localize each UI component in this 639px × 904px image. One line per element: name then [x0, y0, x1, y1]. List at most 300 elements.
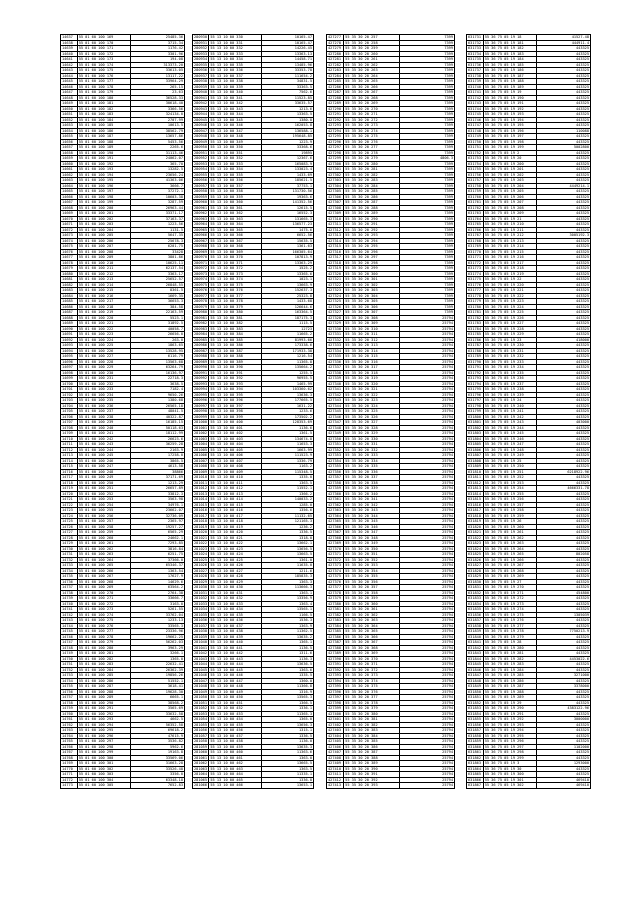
row-id-cell: 427371	[327, 552, 344, 558]
amount-cell: 443325	[537, 403, 590, 409]
amount-cell: 19628.30	[131, 689, 184, 695]
row-id-cell: 14641	[61, 57, 77, 63]
amount-cell: 4662.5	[131, 717, 184, 723]
row-id-cell: 14741	[61, 607, 77, 613]
code-cell: 55 13 10 00 435	[209, 612, 261, 618]
amount-cell: 7399	[399, 40, 454, 46]
amount-cell: 25794	[399, 750, 454, 756]
row-id-cell: 280960	[194, 200, 207, 204]
amount-cell: 65346.37	[131, 563, 184, 569]
row-id-cell: 631753	[467, 156, 483, 162]
amount-cell: 23.63	[131, 90, 184, 96]
code-cell: 55 36 75 05 19 232	[483, 354, 537, 360]
amount-cell: 443325	[537, 387, 590, 393]
row-id-cell: 427326	[327, 304, 344, 310]
code-cell: 55 01 60 100 266	[77, 568, 131, 574]
amount-cell: 443325	[537, 662, 590, 668]
row-id-cell: 631762	[467, 205, 483, 211]
row-id-cell: 280939	[194, 84, 207, 89]
row-id-cell: 281058	[194, 739, 207, 743]
row-id-cell: 280964	[194, 222, 207, 226]
row-id-cell: 427400	[327, 711, 344, 717]
amount-cell: 62137.54	[131, 266, 184, 272]
code-cell: 55 01 60 100 230	[77, 370, 131, 376]
row-id-cell: 14669	[61, 211, 77, 217]
row-id-cell: 631833	[467, 596, 483, 602]
row-id-cell: 14744	[61, 623, 77, 629]
amount-cell: 25794	[399, 711, 454, 717]
code-cell: 55 01 60 100 225	[77, 343, 131, 349]
row-id-cell: 427284	[327, 73, 344, 79]
amount-cell: 7399	[399, 299, 454, 305]
code-cell: 55 35 30 20 379	[344, 706, 399, 712]
code-cell: 55 01 60 100 220	[77, 315, 131, 321]
code-cell: 55 01 60 100 211	[77, 266, 131, 272]
row-id-cell: 14713	[61, 453, 77, 459]
code-cell: 55 36 75 05 19 215	[483, 249, 537, 255]
code-cell: 55 35 30 20 389	[344, 761, 399, 767]
code-cell: 55 13 10 00 332	[209, 46, 261, 52]
amount-cell: 25794	[399, 755, 454, 761]
code-cell: 55 13 10 00 395	[209, 392, 261, 398]
code-cell: 55 35 30 20 391	[344, 772, 399, 778]
row-id-cell: 427285	[327, 79, 344, 85]
amount-cell: 7399	[399, 304, 454, 310]
row-id-cell: 14720	[61, 491, 77, 497]
code-cell: 55 35 30 20 267	[344, 90, 399, 96]
amount-cell: 25794	[399, 420, 454, 426]
table-row	[193, 783, 313, 788]
code-cell: 55 01 60 100 233	[77, 387, 131, 393]
row-id-cell: 280993	[194, 381, 207, 386]
code-cell: 55 36 75 05 19 190	[483, 95, 537, 101]
code-cell: 55 13 10 00 334	[209, 57, 261, 63]
code-cell: 55 36 75 05 19 243	[483, 420, 537, 426]
code-cell: 55 36 75 05 19 276	[483, 618, 537, 624]
row-id-cell: 631836	[467, 612, 483, 618]
amount-cell: 25794	[399, 574, 454, 580]
code-cell: 55 01 60 100 257	[77, 519, 131, 525]
amount-cell: 3563.98	[131, 497, 184, 503]
code-cell: 55 13 10 00 364	[209, 222, 261, 228]
table-row	[61, 783, 184, 788]
code-cell: 55 35 30 20 335	[344, 464, 399, 470]
row-id-cell: 14750	[61, 656, 77, 662]
row-id-cell: 427335	[327, 354, 344, 360]
row-id-cell: 631787	[467, 343, 483, 349]
code-cell: 55 35 30 20 334	[344, 458, 399, 464]
code-cell: 55 13 10 00 430	[209, 585, 261, 591]
code-cell: 55 35 30 20 299	[344, 266, 399, 272]
amount-cell: 1102000	[537, 744, 590, 750]
amount-cell: 1315.1	[261, 728, 313, 734]
code-cell: 55 01 60 100 299	[77, 750, 131, 756]
amount-cell: 1475.6	[261, 227, 313, 233]
code-cell: 55 01 60 100 301	[77, 761, 131, 767]
row-id-cell: 280953	[194, 161, 207, 166]
code-cell: 55 01 60 100 215	[77, 288, 131, 294]
amount-cell: 25794	[399, 678, 454, 684]
row-id-cell: 14710	[61, 436, 77, 442]
row-id-cell: 631747	[467, 123, 483, 129]
amount-cell: 443325	[537, 381, 590, 387]
amount-cell: 173338.6	[261, 343, 313, 349]
code-cell: 55 35 30 20 309	[344, 321, 399, 327]
amount-cell: 26963.44	[131, 205, 184, 211]
amount-cell: 13282.5	[131, 167, 184, 173]
code-cell: 55 36 75 05 19 234	[483, 365, 537, 371]
code-cell: 55 01 60 100 297	[77, 739, 131, 745]
row-id-cell: 631801	[467, 420, 483, 426]
code-cell: 55 35 30 20 295	[344, 244, 399, 250]
row-id-cell: 281027	[194, 568, 207, 573]
code-cell: 55 13 10 00 388	[209, 354, 261, 360]
code-cell: 55 36 75 05 19 228	[483, 326, 537, 332]
amount-cell: 25794	[399, 464, 454, 470]
amount-cell: 443325	[537, 711, 590, 717]
row-id-cell: 280994	[194, 387, 207, 391]
amount-cell: 25794	[399, 530, 454, 536]
row-id-cell: 14725	[61, 519, 77, 525]
amount-cell: 7399	[399, 266, 454, 272]
code-cell: 55 35 30 20 363	[344, 618, 399, 624]
row-id-cell: 14661	[61, 167, 77, 173]
amount-cell: 7399	[399, 288, 454, 294]
code-cell: 55 35 30 20 265	[344, 79, 399, 85]
amount-cell: 443325	[537, 348, 590, 354]
row-id-cell: 281005	[194, 447, 207, 452]
code-cell: 55 13 10 00 353	[209, 161, 261, 167]
row-id-cell: 14666	[61, 194, 77, 200]
row-id-cell: 14675	[61, 244, 77, 250]
code-cell: 55 13 10 00 377	[209, 293, 261, 299]
row-id-cell: 281019	[194, 524, 207, 529]
code-cell: 55 01 60 100 183	[77, 112, 131, 118]
code-cell: 55 36 75 05 19 259	[483, 513, 537, 519]
code-cell: 55 36 75 05 19 224	[483, 304, 537, 310]
row-id-cell: 631845	[467, 662, 483, 668]
code-cell: 55 36 75 05 19 285	[483, 673, 537, 679]
row-id-cell: 14757	[61, 695, 77, 701]
row-id-cell: 631791	[467, 365, 483, 371]
amount-cell: 3378000	[537, 684, 590, 690]
code-cell: 55 35 30 20 296	[344, 249, 399, 255]
row-id-cell: 631790	[467, 359, 483, 365]
amount-cell: 131665.3	[261, 216, 313, 222]
code-cell: 55 13 10 00 417	[209, 513, 261, 519]
row-id-cell: 631864	[467, 766, 483, 772]
amount-cell: 7399	[399, 167, 454, 173]
amount-cell: 25794	[399, 733, 454, 739]
row-id-cell: 14657	[61, 145, 77, 151]
amount-cell: 443325	[537, 447, 590, 453]
amount-cell: 1363.5	[261, 766, 313, 772]
code-cell: 55 13 10 00 398	[209, 409, 261, 415]
code-cell: 55 35 30 20 353	[344, 563, 399, 569]
code-cell: 55 13 10 00 400	[209, 420, 261, 426]
row-id-cell: 631768	[467, 238, 483, 244]
amount-cell: 25794	[399, 315, 454, 321]
code-cell: 55 36 75 05 19 265	[483, 552, 537, 558]
amount-cell: 1363.5	[261, 480, 313, 486]
code-cell: 55 36 75 05 19 226	[483, 315, 537, 321]
amount-cell: 25794	[399, 568, 454, 574]
amount-cell: 7399	[399, 79, 454, 85]
row-id-cell: 281053	[194, 711, 207, 716]
code-cell: 55 01 60 100 251	[77, 486, 131, 492]
row-id-cell: 427383	[327, 618, 344, 624]
amount-cell: 443325	[537, 216, 590, 222]
code-cell: 55 01 60 100 258	[77, 524, 131, 530]
row-id-cell: 280965	[194, 227, 207, 232]
amount-cell: 443325	[537, 766, 590, 772]
amount-cell: 14458.71	[261, 57, 313, 63]
row-id-cell: 427398	[327, 700, 344, 706]
code-cell: 55 13 10 00 337	[209, 73, 261, 79]
row-id-cell: 427369	[327, 541, 344, 547]
row-id-cell: 427333	[327, 343, 344, 349]
code-cell: 55 36 75 05 19 288	[483, 689, 537, 695]
row-id-cell: 427377	[327, 585, 344, 591]
row-id-cell: 14695	[61, 354, 77, 360]
amount-cell: 1365.0	[261, 717, 313, 723]
row-id-cell: 14740	[61, 601, 77, 607]
code-cell: 55 13 10 00 335	[209, 62, 261, 68]
row-id-cell: 631797	[467, 398, 483, 404]
row-id-cell: 280966	[194, 233, 207, 237]
row-id-cell: 281001	[194, 425, 207, 430]
row-id-cell: 427361	[327, 497, 344, 503]
row-id-cell: 427292	[327, 117, 344, 123]
code-cell: 55 35 30 20 351	[344, 552, 399, 558]
amount-cell: 136588.1	[261, 128, 313, 134]
amount-cell: 13635.2	[261, 634, 313, 640]
code-cell: 55 13 10 00 390	[209, 365, 261, 371]
row-id-cell: 280941	[194, 95, 207, 100]
code-cell: 55 01 60 100 217	[77, 299, 131, 305]
code-cell: 55 35 30 20 367	[344, 640, 399, 646]
code-cell: 55 13 10 00 361	[209, 205, 261, 211]
row-id-cell: 281020	[194, 530, 207, 534]
code-cell: 55 36 75 05 19 300	[483, 772, 537, 778]
amount-cell: 25794	[399, 563, 454, 569]
amount-cell: 443325	[537, 535, 590, 541]
amount-cell: 7399	[399, 134, 454, 140]
amount-cell: 443325	[537, 222, 590, 228]
code-cell: 55 35 30 20 370	[344, 656, 399, 662]
amount-cell: 13565.3	[261, 695, 313, 701]
code-cell: 55 35 30 20 375	[344, 684, 399, 690]
code-cell: 55 36 75 05 19 286	[483, 678, 537, 684]
row-id-cell: 427331	[327, 332, 344, 338]
row-id-cell: 281006	[194, 453, 207, 457]
row-id-cell: 427332	[327, 337, 344, 343]
amount-cell: 443325	[537, 392, 590, 398]
code-cell: 55 13 10 00 455	[209, 722, 261, 728]
row-id-cell: 281010	[194, 475, 207, 479]
amount-cell: 7399	[399, 161, 454, 167]
code-cell: 55 01 60 100 204	[77, 227, 131, 233]
row-id-cell: 427336	[327, 359, 344, 365]
row-id-cell: 631779	[467, 299, 483, 305]
amount-cell: 443325	[537, 51, 590, 57]
row-id-cell: 427355	[327, 464, 344, 470]
amount-cell: 443325	[537, 95, 590, 101]
code-cell: 55 36 75 05 19 222	[483, 293, 537, 299]
code-cell: 55 13 10 00 385	[209, 337, 261, 343]
amount-cell: 3801.86	[131, 255, 184, 261]
row-id-cell: 631814	[467, 491, 483, 497]
row-id-cell: 427348	[327, 425, 344, 431]
code-cell: 55 01 60 100 305	[77, 783, 131, 788]
code-cell: 55 13 10 00 341	[209, 95, 261, 101]
row-id-cell: 427397	[327, 695, 344, 701]
amount-cell: 443325	[537, 645, 590, 651]
table-panel-2	[192, 34, 314, 789]
row-id-cell: 631811	[467, 475, 483, 481]
code-cell: 55 01 60 100 277	[77, 629, 131, 635]
amount-cell: 3005192.3	[537, 233, 590, 239]
amount-cell: 13565.1	[261, 607, 313, 613]
row-id-cell: 14696	[61, 359, 77, 365]
row-id-cell: 427323	[327, 288, 344, 294]
code-cell: 55 01 60 100 231	[77, 376, 131, 382]
code-cell: 55 13 10 00 403	[209, 436, 261, 442]
code-cell: 55 35 30 20 308	[344, 315, 399, 321]
amount-cell: 2265.6	[131, 145, 184, 151]
row-id-cell: 631806	[467, 447, 483, 453]
code-cell: 55 13 10 00 440	[209, 640, 261, 646]
amount-cell: 13485.96	[261, 62, 313, 68]
row-id-cell: 14724	[61, 513, 77, 519]
amount-cell: 25794	[399, 777, 454, 783]
table-panel-1	[60, 34, 185, 789]
amount-cell: 1285.0	[261, 502, 313, 508]
row-id-cell: 427365	[327, 519, 344, 525]
code-cell: 55 13 10 00 415	[209, 502, 261, 508]
row-id-cell: 427341	[327, 387, 344, 393]
row-id-cell: 14756	[61, 689, 77, 695]
amount-cell: 11363.6	[261, 750, 313, 756]
amount-cell: 5647.35	[131, 233, 184, 239]
amount-cell: 7399	[399, 216, 454, 222]
code-cell: 55 36 75 05 19 184	[483, 57, 537, 63]
row-id-cell: 631862	[467, 755, 483, 761]
row-id-cell: 14640	[61, 51, 77, 57]
code-cell: 55 35 30 20 289	[344, 211, 399, 217]
code-cell: 55 13 10 00 414	[209, 497, 261, 503]
code-cell: 55 13 10 00 407	[209, 458, 261, 464]
amount-cell: 1223.56	[131, 222, 184, 228]
code-cell: 55 36 75 05 19 278	[483, 629, 537, 635]
code-cell: 55 36 75 05 19 186	[483, 68, 537, 74]
code-cell: 55 36 75 05 19 30	[483, 766, 537, 772]
row-id-cell: 427354	[327, 458, 344, 464]
code-cell: 55 35 30 20 354	[344, 568, 399, 574]
amount-cell: 25794	[399, 772, 454, 778]
row-id-cell: 631785	[467, 332, 483, 338]
amount-cell: 40058.7	[131, 326, 184, 332]
code-cell: 55 01 60 100 194	[77, 172, 131, 178]
row-id-cell: 427318	[327, 260, 344, 266]
amount-cell: 25794	[399, 453, 454, 459]
amount-cell: 443325	[537, 640, 590, 646]
code-cell: 55 13 10 00 432	[209, 596, 261, 602]
code-cell: 55 13 10 00 408	[209, 464, 261, 470]
row-id-cell: 427302	[327, 172, 344, 178]
row-id-cell: 14723	[61, 508, 77, 514]
row-id-cell: 281034	[194, 607, 207, 611]
row-id-cell: 427343	[327, 398, 344, 404]
code-cell: 55 13 10 00 369	[209, 249, 261, 255]
row-id-cell: 280984	[194, 332, 207, 336]
row-id-cell: 427396	[327, 689, 344, 695]
code-cell: 55 35 30 20 343	[344, 508, 399, 514]
amount-cell: 1293000	[537, 761, 590, 767]
amount-cell: 25794	[399, 436, 454, 442]
row-id-cell: 427278	[327, 40, 344, 46]
amount-cell: 13356.9	[261, 596, 313, 602]
code-cell: 55 35 30 20 304	[344, 293, 399, 299]
amount-cell: 128353.69	[261, 420, 313, 426]
amount-cell: 1336.5	[261, 733, 313, 739]
row-id-cell: 14647	[61, 90, 77, 96]
amount-cell: 4806.3	[399, 156, 454, 162]
row-id-cell: 631792	[467, 370, 483, 376]
amount-cell: 7399	[399, 244, 454, 250]
code-cell: 55 13 10 00 378	[209, 299, 261, 305]
row-id-cell: 631827	[467, 563, 483, 569]
row-id-cell: 281035	[194, 612, 207, 617]
code-cell: 55 36 75 05 19 252	[483, 475, 537, 481]
amount-cell: 7399	[399, 260, 454, 266]
amount-cell: 33632.58	[131, 711, 184, 717]
row-id-cell: 14655	[61, 134, 77, 140]
code-cell: 55 01 60 100 185	[77, 123, 131, 129]
row-id-cell: 631734	[467, 51, 483, 57]
amount-cell: 13665.5	[261, 761, 313, 767]
code-cell: 55 01 60 100 284	[77, 667, 131, 673]
code-cell: 55 35 30 20 347	[344, 530, 399, 536]
code-cell: 55 35 30 20 277	[344, 145, 399, 151]
amount-cell: 444911.4	[537, 40, 590, 46]
code-cell: 55 01 60 100 243	[77, 442, 131, 448]
amount-cell: 7399	[399, 205, 454, 211]
code-cell: 55 35 30 20 297	[344, 255, 399, 261]
row-id-cell: 14668	[61, 205, 77, 211]
row-id-cell: 14730	[61, 546, 77, 552]
code-cell: 55 36 75 05 19 3	[483, 761, 537, 767]
code-cell: 55 36 75 05 19 210	[483, 222, 537, 228]
amount-cell: 33635.57	[261, 101, 313, 107]
amount-cell: 3715.34	[131, 40, 184, 46]
amount-cell: 7399	[399, 255, 454, 261]
code-cell: 55 01 60 100 267	[77, 574, 131, 580]
amount-cell: 19856.26	[131, 673, 184, 679]
code-cell: 55 13 10 00 428	[209, 574, 261, 580]
row-id-cell: 281056	[194, 728, 207, 732]
code-cell: 55 35 30 20 348	[344, 535, 399, 541]
amount-cell: 443325	[537, 563, 590, 569]
amount-cell: 25794	[399, 447, 454, 453]
amount-cell: 1669.35	[131, 293, 184, 299]
row-id-cell: 427389	[327, 651, 344, 657]
amount-cell: 25794	[399, 337, 454, 343]
code-cell: 55 01 60 100 205	[77, 233, 131, 239]
amount-cell: 25794	[399, 651, 454, 657]
code-cell: 55 35 30 20 266	[344, 84, 399, 90]
code-cell: 55 01 60 100 265	[77, 563, 131, 569]
